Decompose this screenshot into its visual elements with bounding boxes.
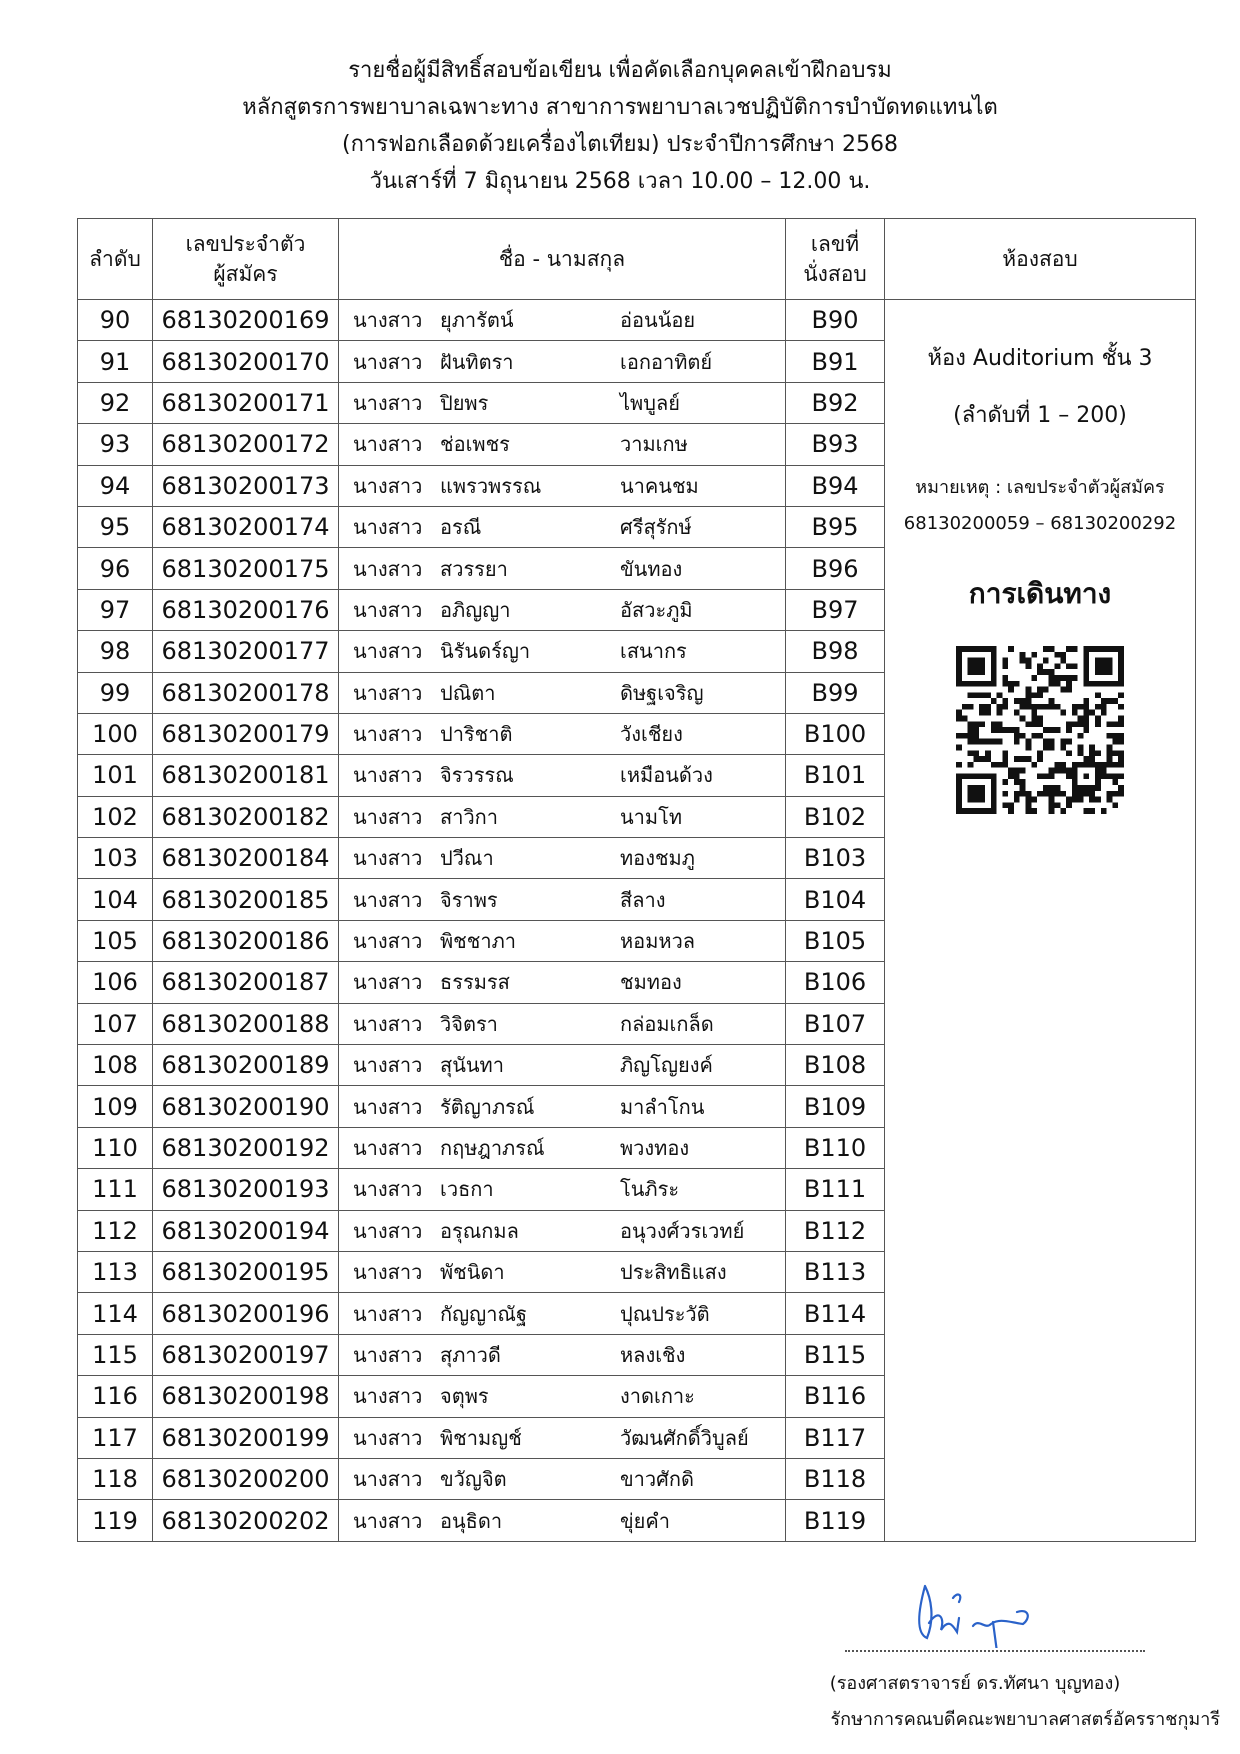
row-number: 102: [78, 796, 153, 837]
first-name: ฝันทิตรา: [440, 349, 514, 374]
applicant-id: 68130200194: [153, 1210, 339, 1251]
name-prefix: นางสาว: [353, 804, 423, 829]
row-number: 110: [78, 1127, 153, 1168]
seat-number: B115: [786, 1334, 885, 1375]
full-name: [339, 966, 785, 998]
seat-number: B119: [786, 1500, 885, 1541]
name-prefix: นางสาว: [353, 887, 423, 912]
signature-mark: [905, 1578, 1055, 1648]
full-name-cell: [339, 962, 786, 1003]
first-name: สวรรยา: [440, 556, 508, 581]
row-number: 114: [78, 1293, 153, 1334]
full-name: [339, 842, 785, 874]
seat-number: B116: [786, 1376, 885, 1417]
seat-number: B105: [786, 920, 885, 961]
first-name: รัติญาภรณ์: [440, 1094, 535, 1119]
full-name-cell: [339, 382, 786, 423]
seat-number: B98: [786, 631, 885, 672]
first-name: วิจิตรา: [440, 1011, 498, 1036]
row-number: 119: [78, 1500, 153, 1541]
first-name: สุภาวดี: [440, 1342, 501, 1367]
seat-number: B117: [786, 1417, 885, 1458]
name-prefix: นางสาว: [353, 597, 423, 622]
full-name-cell: [339, 1169, 786, 1210]
row-number: 106: [78, 962, 153, 1003]
last-name: เหมือนด้วง: [620, 763, 713, 788]
name-prefix: นางสาว: [353, 763, 423, 788]
applicant-id: 68130200199: [153, 1417, 339, 1458]
full-name-cell: [339, 1417, 786, 1458]
first-name: ธรรมรส: [440, 970, 510, 995]
first-name: ยุภารัตน์: [440, 308, 514, 333]
name-prefix: นางสาว: [353, 1384, 423, 1409]
first-name: ปิยพร: [440, 390, 489, 415]
row-number: 104: [78, 879, 153, 920]
full-name-cell: [339, 506, 786, 547]
row-number: 93: [78, 424, 153, 465]
name-prefix: นางสาว: [353, 929, 423, 954]
full-name-cell: [339, 1127, 786, 1168]
seat-number: B109: [786, 1086, 885, 1127]
row-number: 90: [78, 300, 153, 341]
applicant-id: 68130200190: [153, 1086, 339, 1127]
room-range: (ลำดับที่ 1 – 200): [953, 403, 1127, 428]
col-header-id: [153, 219, 339, 300]
name-prefix: นางสาว: [353, 432, 423, 457]
row-number: 101: [78, 755, 153, 796]
room-title: ห้อง Auditorium ชั้น 3: [927, 346, 1153, 371]
full-name-cell: [339, 1086, 786, 1127]
applicant-id: 68130200171: [153, 382, 339, 423]
full-name-cell: [339, 713, 786, 754]
name-prefix: นางสาว: [353, 1342, 423, 1367]
row-number: 113: [78, 1251, 153, 1292]
applicant-id: 68130200195: [153, 1251, 339, 1292]
full-name: [339, 304, 785, 336]
full-name: [339, 1380, 785, 1412]
last-name: ไพบูลย์: [620, 390, 680, 415]
applicant-id: 68130200189: [153, 1045, 339, 1086]
row-number: 105: [78, 920, 153, 961]
full-name: [339, 553, 785, 585]
first-name: อรณี: [440, 515, 482, 540]
applicant-id: 68130200185: [153, 879, 339, 920]
last-name: ทองชมภู: [620, 846, 695, 871]
row-number: 96: [78, 548, 153, 589]
full-name: [339, 635, 785, 667]
seat-number: B97: [786, 589, 885, 630]
last-name: นาคนชม: [620, 473, 699, 498]
seat-number: B107: [786, 1003, 885, 1044]
seat-number: B102: [786, 796, 885, 837]
table-body: [78, 300, 1196, 1542]
applicant-id: 68130200182: [153, 796, 339, 837]
room-note-range: 68130200059 – 68130200292: [903, 513, 1177, 534]
full-name-cell: [339, 300, 786, 341]
seat-number: B110: [786, 1127, 885, 1168]
candidate-table: [77, 218, 1196, 1542]
seat-number: B113: [786, 1251, 885, 1292]
full-name: [339, 1505, 785, 1537]
full-name: [339, 1091, 785, 1123]
full-name-cell: [339, 341, 786, 382]
applicant-id: 68130200169: [153, 300, 339, 341]
seat-number: B101: [786, 755, 885, 796]
first-name: เวธกา: [440, 1177, 494, 1202]
last-name: งาดเกาะ: [620, 1384, 695, 1409]
full-name-cell: [339, 755, 786, 796]
signature-line: [845, 1650, 1145, 1652]
first-name: ปวีณา: [440, 846, 494, 871]
full-name-cell: [339, 672, 786, 713]
last-name: โนภิระ: [620, 1177, 680, 1202]
applicant-id: 68130200202: [153, 1500, 339, 1541]
applicant-id: 68130200184: [153, 838, 339, 879]
full-name: [339, 428, 785, 460]
name-prefix: นางสาว: [353, 1011, 423, 1036]
row-number: 109: [78, 1086, 153, 1127]
full-name-cell: [339, 879, 786, 920]
last-name: เสนากร: [620, 639, 687, 664]
name-prefix: นางสาว: [353, 515, 423, 540]
full-name-cell: [339, 1210, 786, 1251]
last-name: พวงทอง: [620, 1136, 690, 1160]
signatory-name: (รองศาสตราจารย์ ดร.ทัศนา บุญทอง): [829, 1673, 1121, 1694]
row-number: 92: [78, 382, 153, 423]
row-number: 99: [78, 672, 153, 713]
name-prefix: นางสาว: [353, 639, 423, 664]
room-note: [885, 470, 1195, 542]
col-header-room: ห้องสอบ: [885, 219, 1196, 300]
applicant-id: 68130200174: [153, 506, 339, 547]
row-number: 98: [78, 631, 153, 672]
full-name: [339, 346, 785, 378]
full-name-cell: [339, 1003, 786, 1044]
seat-number: B118: [786, 1458, 885, 1499]
full-name: [339, 925, 785, 957]
applicant-id: 68130200187: [153, 962, 339, 1003]
name-prefix: นางสาว: [353, 390, 423, 415]
table-row: [78, 300, 1196, 341]
seat-number: B106: [786, 962, 885, 1003]
name-prefix: นางสาว: [353, 1467, 423, 1492]
name-prefix: นางสาว: [353, 1425, 423, 1450]
document-header: [0, 52, 1240, 200]
row-number: 116: [78, 1376, 153, 1417]
seat-number: B108: [786, 1045, 885, 1086]
applicant-id: 68130200175: [153, 548, 339, 589]
last-name: นามโท: [620, 804, 683, 829]
name-prefix: นางสาว: [353, 1260, 423, 1285]
col-header-name: ชื่อ - นามสกุล: [339, 219, 786, 300]
seat-number: B100: [786, 713, 885, 754]
last-name: หลงเชิง: [620, 1342, 686, 1367]
first-name: อรุณกมล: [440, 1218, 519, 1243]
name-prefix: นางสาว: [353, 1508, 423, 1533]
full-name-cell: [339, 1376, 786, 1417]
first-name: จิรวรรณ: [440, 763, 514, 788]
name-prefix: นางสาว: [353, 473, 423, 498]
seat-number: B99: [786, 672, 885, 713]
applicant-id: 68130200192: [153, 1127, 339, 1168]
applicant-id: 68130200198: [153, 1376, 339, 1417]
full-name-cell: [339, 631, 786, 672]
seat-number: B92: [786, 382, 885, 423]
full-name-cell: [339, 838, 786, 879]
row-number: 115: [78, 1334, 153, 1375]
last-name: อัสวะภูมิ: [620, 597, 693, 622]
full-name-cell: [339, 1293, 786, 1334]
row-number: 100: [78, 713, 153, 754]
last-name: ปุณประวัติ: [620, 1301, 710, 1326]
applicant-id: 68130200176: [153, 589, 339, 630]
name-prefix: นางสาว: [353, 1301, 423, 1326]
name-prefix: นางสาว: [353, 556, 423, 581]
first-name: พัชนิดา: [440, 1260, 505, 1285]
first-name: ปาริชาติ: [440, 722, 513, 747]
col-header-seat: [786, 219, 885, 300]
last-name: ประสิทธิแสง: [620, 1260, 727, 1285]
applicant-id: 68130200179: [153, 713, 339, 754]
exam-room-cell: [885, 300, 1196, 1542]
full-name-cell: [339, 589, 786, 630]
first-name: พิชชาภา: [440, 929, 516, 954]
full-name-cell: [339, 1334, 786, 1375]
applicant-id: 68130200193: [153, 1169, 339, 1210]
seat-number: B103: [786, 838, 885, 879]
applicant-id: 68130200181: [153, 755, 339, 796]
full-name: [339, 594, 785, 626]
signatory-position: รักษาการคณบดีคณะพยาบาลศาสตร์อัครราชกุมารี: [830, 1709, 1220, 1730]
row-number: 111: [78, 1169, 153, 1210]
last-name: ขันทอง: [620, 556, 683, 581]
name-prefix: นางสาว: [353, 722, 423, 747]
header-line-1: รายชื่อผู้มีสิทธิ์สอบข้อเขียน เพื่อคัดเลือกบุคคลเข้าฝึกอบรม: [348, 58, 892, 83]
applicant-id: 68130200172: [153, 424, 339, 465]
col-header-no: ลำดับ: [78, 219, 153, 300]
first-name: จิราพร: [440, 887, 498, 912]
seat-number: B96: [786, 548, 885, 589]
full-name: [339, 1132, 785, 1164]
col-header-seat-line1: เลขที่: [810, 232, 860, 256]
full-name: [339, 801, 785, 833]
first-name: สุนันทา: [440, 1053, 504, 1078]
col-header-id-line2: ผู้สมัคร: [213, 262, 278, 286]
last-name: หอมหวล: [620, 929, 696, 954]
seat-number: B91: [786, 341, 885, 382]
applicant-id: 68130200173: [153, 465, 339, 506]
full-name: [339, 1008, 785, 1040]
name-prefix: นางสาว: [353, 1177, 423, 1202]
full-name: [339, 1173, 785, 1205]
first-name: กัญญาณัฐ: [440, 1301, 528, 1326]
last-name: วังเชียง: [620, 722, 683, 747]
header-line-3: (การฟอกเลือดด้วยเครื่องไตเทียม) ประจำปีการศึกษา 2568: [342, 132, 898, 157]
full-name: [339, 884, 785, 916]
seat-number: B95: [786, 506, 885, 547]
row-number: 112: [78, 1210, 153, 1251]
seat-number: B114: [786, 1293, 885, 1334]
full-name-cell: [339, 1251, 786, 1292]
last-name: มาลำโกน: [620, 1094, 705, 1119]
full-name: [339, 677, 785, 709]
full-name-cell: [339, 424, 786, 465]
applicant-id: 68130200178: [153, 672, 339, 713]
first-name: สาวิกา: [440, 804, 499, 829]
full-name: [339, 387, 785, 419]
row-number: 107: [78, 1003, 153, 1044]
seat-number: B90: [786, 300, 885, 341]
last-name: วัฒนศักดิ์วิบูลย์: [620, 1425, 749, 1450]
applicant-id: 68130200200: [153, 1458, 339, 1499]
name-prefix: นางสาว: [353, 349, 423, 374]
name-prefix: นางสาว: [353, 1053, 423, 1078]
row-number: 103: [78, 838, 153, 879]
applicant-id: 68130200188: [153, 1003, 339, 1044]
qr-code-icon[interactable]: [956, 646, 1124, 814]
row-number: 118: [78, 1458, 153, 1499]
last-name: ขุ่ยคำ: [620, 1508, 670, 1533]
col-header-seat-line2: นั่งสอบ: [803, 262, 867, 286]
full-name: [339, 1463, 785, 1495]
first-name: ปณิตา: [440, 680, 496, 705]
first-name: ช่อเพชร: [440, 432, 510, 457]
last-name: ศรีสุรักษ์: [620, 515, 692, 540]
last-name: วามเกษ: [620, 432, 688, 457]
col-header-id-line1: เลขประจำตัว: [185, 232, 306, 256]
first-name: แพรวพรรณ: [440, 473, 542, 498]
full-name: [339, 1049, 785, 1081]
full-name: [339, 511, 785, 543]
last-name: กล่อมเกล็ด: [620, 1011, 714, 1036]
travel-heading: การเดินทาง: [968, 577, 1112, 610]
applicant-id: 68130200170: [153, 341, 339, 382]
seat-number: B94: [786, 465, 885, 506]
last-name: ดิษฐเจริญ: [620, 680, 704, 705]
last-name: ภิญโญยงค์: [620, 1053, 713, 1078]
header-line-4: วันเสาร์ที่ 7 มิถุนายน 2568 เวลา 10.00 – 12.00 น.: [369, 169, 871, 194]
name-prefix: นางสาว: [353, 846, 423, 871]
name-prefix: นางสาว: [353, 308, 423, 333]
row-number: 117: [78, 1417, 153, 1458]
row-number: 95: [78, 506, 153, 547]
table-header-row: [78, 219, 1196, 300]
full-name: [339, 1339, 785, 1371]
full-name: [339, 1298, 785, 1330]
full-name-cell: [339, 465, 786, 506]
seat-number: B111: [786, 1169, 885, 1210]
first-name: นิรันดร์ญา: [440, 639, 531, 664]
applicant-id: 68130200186: [153, 920, 339, 961]
last-name: ชมทอง: [620, 970, 682, 995]
applicant-id: 68130200196: [153, 1293, 339, 1334]
full-name: [339, 1422, 785, 1454]
full-name-cell: [339, 548, 786, 589]
full-name: [339, 470, 785, 502]
row-number: 94: [78, 465, 153, 506]
last-name: ขาวศักดิ: [620, 1467, 694, 1492]
full-name-cell: [339, 920, 786, 961]
name-prefix: นางสาว: [353, 1136, 423, 1160]
first-name: กฤษฎาภรณ์: [440, 1136, 545, 1160]
name-prefix: นางสาว: [353, 970, 423, 995]
name-prefix: นางสาว: [353, 1094, 423, 1119]
first-name: ขวัญจิต: [440, 1467, 507, 1492]
first-name: จตุพร: [440, 1384, 489, 1409]
full-name: [339, 1256, 785, 1288]
last-name: สีลาง: [620, 887, 666, 912]
first-name: อนุธิดา: [440, 1508, 503, 1533]
name-prefix: นางสาว: [353, 680, 423, 705]
row-number: 91: [78, 341, 153, 382]
row-number: 97: [78, 589, 153, 630]
first-name: อภิญญา: [440, 597, 511, 622]
name-prefix: นางสาว: [353, 1218, 423, 1243]
applicant-id: 68130200177: [153, 631, 339, 672]
applicant-id: 68130200197: [153, 1334, 339, 1375]
full-name: [339, 1215, 785, 1247]
seat-number: B104: [786, 879, 885, 920]
header-line-2: หลักสูตรการพยาบาลเฉพาะทาง สาขาการพยาบาลเวชปฏิบัติการบำบัดทดแทนไต: [242, 95, 998, 120]
first-name: พิชามญช์: [440, 1425, 522, 1450]
last-name: เอกอาทิตย์: [620, 349, 713, 374]
full-name-cell: [339, 1045, 786, 1086]
row-number: 108: [78, 1045, 153, 1086]
full-name: [339, 759, 785, 791]
full-name-cell: [339, 1458, 786, 1499]
full-name-cell: [339, 1500, 786, 1541]
seat-number: B112: [786, 1210, 885, 1251]
last-name: อ่อนน้อย: [620, 308, 696, 333]
last-name: อนุวงศ์วรเวทย์: [620, 1218, 745, 1243]
room-note-label: หมายเหตุ : เลขประจำตัวผู้สมัคร: [915, 477, 1165, 498]
full-name: [339, 718, 785, 750]
seat-number: B93: [786, 424, 885, 465]
full-name-cell: [339, 796, 786, 837]
